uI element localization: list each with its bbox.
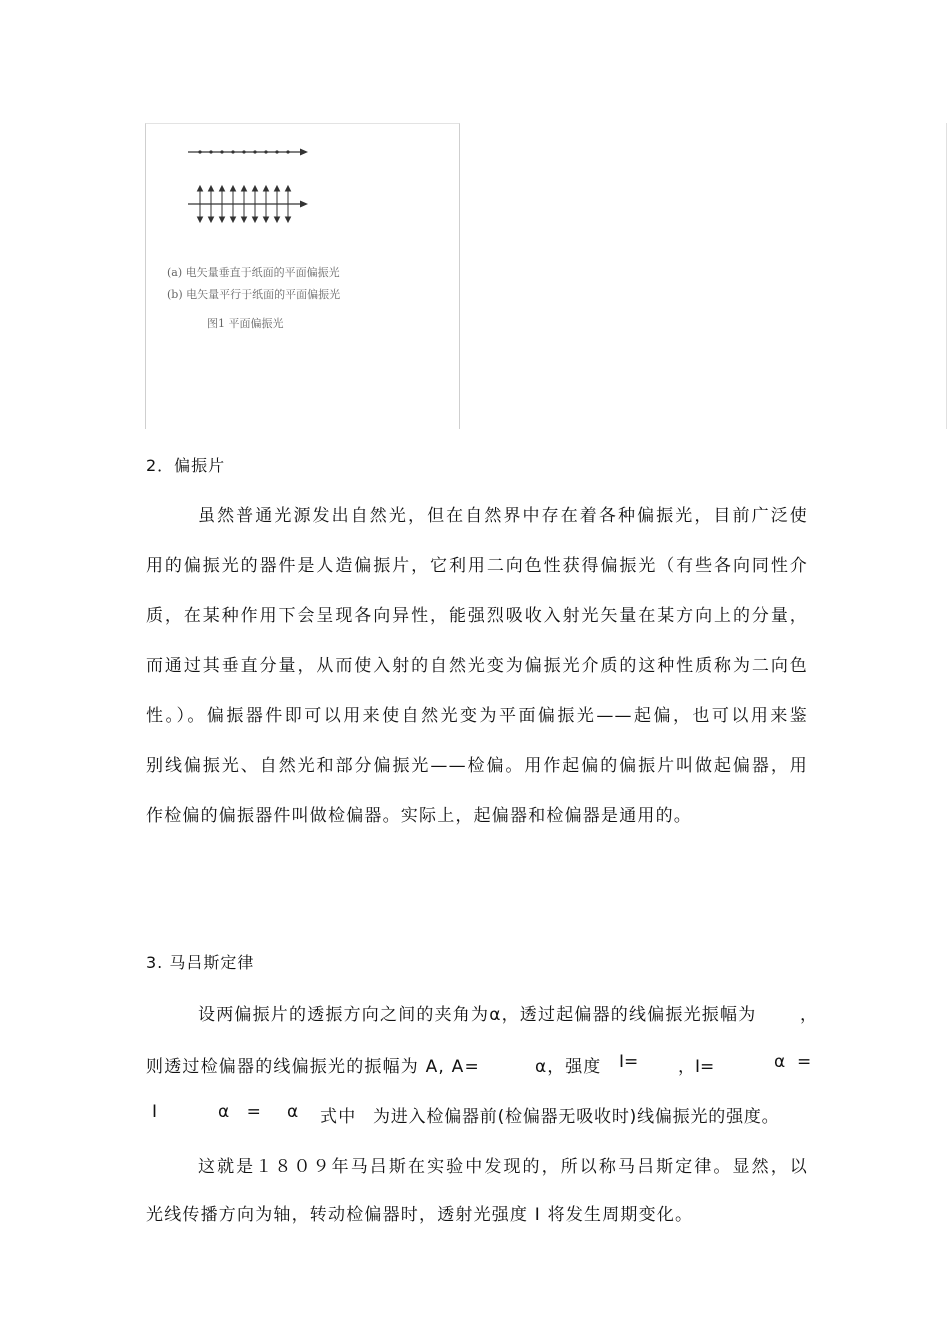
paragraph-line: 性。）。偏振器件即可以用来使自然光变为平面偏振光——起偏，也可以用来鉴 xyxy=(146,706,808,726)
malus-line-4: 这就是１８０９年马吕斯在实验中发现的，所以称马吕斯定律。显然，以 xyxy=(198,1157,808,1177)
caption-a: (a) 电矢量垂直于纸面的平面偏振光 xyxy=(167,266,340,279)
paragraph-line: 质，在某种作用下会呈现各向异性，能强烈吸收入射光矢量在某方向上的分量， xyxy=(146,606,808,626)
section-2-heading: 2．偏振片 xyxy=(146,456,226,475)
ray-b-vibration-arrows xyxy=(198,186,291,222)
figure-title: 图1 平面偏振光 xyxy=(207,317,284,330)
malus-line-3-e: 为进入检偏器前(检偏器无吸收时)线偏振光的强度。 xyxy=(373,1107,780,1127)
malus-line-3-b: α = xyxy=(218,1102,267,1122)
paragraph-line: 而通过其垂直分量，从而使入射的自然光变为偏振光介质的这种性质称为二向色 xyxy=(146,656,808,676)
malus-line-1: 设两偏振片的透振方向之间的夹角为α，透过起偏器的线偏振光振幅为 xyxy=(198,1005,757,1025)
malus-line-2-c: I= xyxy=(619,1052,639,1072)
ray-a-dots xyxy=(198,150,289,153)
section-3-heading: 3. 马吕斯定律 xyxy=(146,953,255,972)
caption-b: (b) 电矢量平行于纸面的平面偏振光 xyxy=(167,288,341,301)
malus-line-2-e: α xyxy=(774,1052,786,1072)
ray-a-arrowhead xyxy=(300,149,308,156)
paragraph-line: 别线偏振光、自然光和部分偏振光——检偏。用作起偏的偏振片叫做起偏器，用 xyxy=(146,756,808,776)
malus-line-5: 光线传播方向为轴，转动检偏器时，透射光强度 I 将发生周期变化。 xyxy=(146,1205,694,1225)
page-edge-rule xyxy=(946,123,947,429)
paragraph-line: 用的偏振光的器件是人造偏振片，它利用二向色性获得偏振光（有些各向同性介 xyxy=(146,556,808,576)
figure-frame xyxy=(145,123,460,429)
malus-line-2-d: ，I= xyxy=(678,1057,715,1077)
malus-line-2-f: = xyxy=(797,1052,812,1072)
malus-line-2-b: α，强度 xyxy=(535,1057,602,1077)
malus-line-3-d: 式中 xyxy=(320,1107,357,1127)
malus-line-3-c: α xyxy=(287,1102,299,1122)
paragraph-line: 虽然普通光源发出自然光，但在自然界中存在着各种偏振光，目前广泛使 xyxy=(198,506,808,526)
paragraph-line: 作检偏的偏振器件叫做检偏器。实际上，起偏器和检偏器是通用的。 xyxy=(146,806,692,826)
malus-line-1-end: ， xyxy=(800,1005,817,1025)
malus-line-3-a: I xyxy=(152,1102,158,1122)
malus-line-2-a: 则透过检偏器的线偏振光的振幅为 A, A= xyxy=(146,1057,480,1077)
ray-b-arrowhead xyxy=(300,201,308,208)
